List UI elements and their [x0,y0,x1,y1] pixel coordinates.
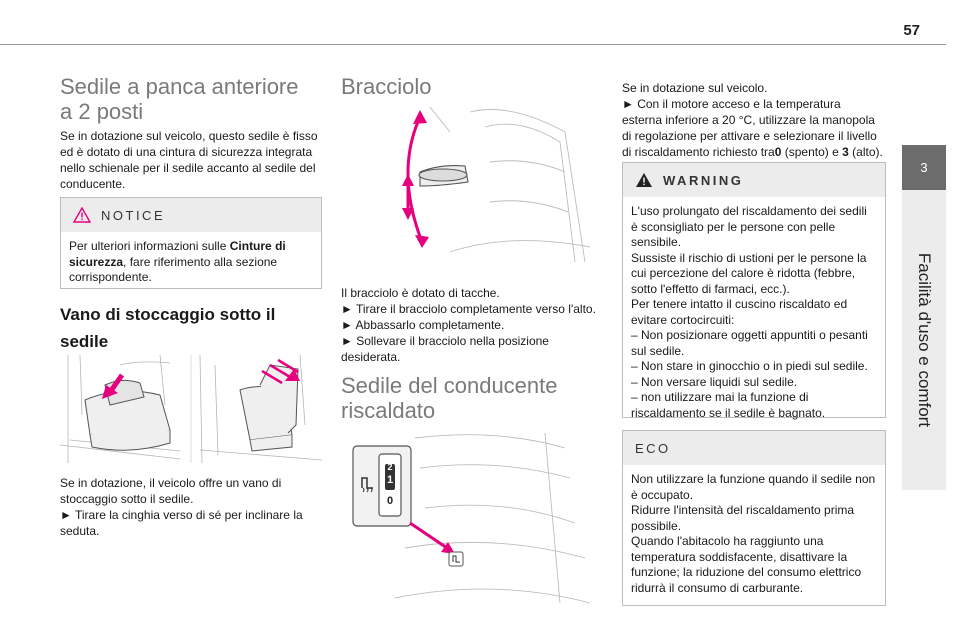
armrest-illustration [390,102,595,268]
notice-text: , fare riferimento alla sezione [123,254,278,269]
heated-text-line: (spento) e [781,145,843,159]
eco-text-line: temperatura soddisfacente, disattivare la [631,549,848,564]
notice-triangle-icon [73,207,91,223]
eco-heading: ECO [635,440,671,456]
warning-text-line: evitare cortocircuiti: [631,312,735,327]
storage-text [60,475,322,539]
warning-heading: WARNING [663,172,744,188]
storage-illustration [60,355,322,463]
heated-level-off: 0 [774,145,782,159]
eco-text-line: Quando l'abitacolo ha raggiunto una [631,534,824,548]
notice-box [60,197,322,289]
warning-text-line: cui percezione del calore è ridotta (febbre, [631,266,856,280]
armrest-text-line: ► Abbassarlo completamente. [341,318,505,332]
warning-text-line: L'uso prolungato del riscaldamento dei sedili [631,204,867,218]
warning-text-line: – Non posizionare oggetti appuntiti o pesanti [631,328,868,342]
heading-storage [60,304,322,353]
notice-box-header [61,198,321,232]
dial-label-1: 1 [386,474,394,486]
bench-text-line: ed è dotato di una cintura di sicurezza integrata [60,145,313,159]
notice-bold-link: Cinture di [229,239,286,253]
chapter-tab[interactable]: 3 [902,145,946,190]
eco-text-line: è occupato. [631,487,694,502]
warning-box [622,162,886,418]
warning-box-header [623,163,885,197]
warning-triangle-icon [635,172,653,188]
heading-heated [341,373,603,423]
eco-box-header [623,431,885,465]
notice-heading: NOTICE [101,207,166,223]
warning-text-line: – Non versare liquidi sul sedile. [631,374,798,389]
bench-text-line: Se in dotazione sul veicolo, questo sedile è fisso [60,129,318,143]
heated-text-line: Se in dotazione sul veicolo. [622,81,768,95]
storage-text-line: seduta. [60,524,100,538]
heading-storage-line2: sedile [60,332,109,351]
header-rule [0,44,946,45]
notice-text: Per ulteriori informazioni sulle [69,239,230,253]
page-number: 57 [903,22,920,39]
notice-bold-link: sicurezza [69,254,124,269]
armrest-text-line: ► Tirare il bracciolo completamente verso l'alto. [341,302,596,316]
notice-text: corrispondente. [69,270,152,284]
eco-body [623,465,885,604]
chapter-title-text: Facilità d'uso e comfort [915,252,935,428]
eco-box [622,430,886,606]
armrest-text-line: desiderata. [341,350,401,364]
heated-level-high: 3 [842,145,849,159]
warning-text-line: – non utilizzare mai la funzione di [631,390,809,404]
warning-text-line: sensibile. [631,235,682,249]
warning-text-line: sul sedile. [631,343,685,358]
storage-text-line: Se in dotazione, il veicolo offre un vano di [60,476,282,490]
dial-label-2: 2 [387,462,393,472]
heading-armrest: Bracciolo [341,74,432,99]
heading-bench-line2: a 2 posti [60,99,144,124]
armrest-text [341,285,603,365]
heated-text-line: (alto). [848,145,883,159]
warning-text-line: sotto l'effetto di farmaci, ecc.). [631,281,790,296]
eco-text-line: Non utilizzare la funzione quando il sedile non [631,472,876,486]
heated-text-line: ► Con il motore acceso e la temperatura [622,97,841,111]
bench-text-line: conducente. [60,177,126,191]
eco-text-line: funzione; la riduzione del consumo elettrico [631,565,862,579]
storage-text-line: ► Tirare la cinghia verso di sé per inclinare la [60,508,303,522]
heading-heated-line2: riscaldato [341,398,436,423]
eco-text-line: ridurrà il consumo di carburante. [631,580,804,595]
warning-text-line: riscaldamento se il sedile è bagnato. [631,405,826,420]
warning-text-line: è sconsigliato per le persone con pelle [631,219,836,234]
bench-text [60,128,322,192]
dial-label-0: 0 [386,495,394,507]
warning-body [623,197,885,429]
notice-body [61,232,321,294]
heading-heated-line1: Sedile del conducente [341,373,558,398]
heated-text-line: di riscaldamento richiesto tra [622,145,775,159]
armrest-text-line: Il bracciolo è dotato di tacche. [341,286,500,300]
heading-bench [60,74,322,124]
heated-text-line: di regolazione per attivare e selezionare il livello [622,129,877,143]
chapter-title [902,190,946,490]
heated-seat-illustration [345,428,595,608]
heading-bench-line1: Sedile a panca anteriore [60,74,299,99]
heading-storage-line1: Vano di stoccaggio sotto il [60,305,276,324]
bench-text-line: nello schienale per il sedile accanto al sedile del [60,161,316,175]
storage-text-line: stoccaggio sotto il sedile. [60,492,194,506]
warning-text-line: – Non stare in ginocchio o in piedi sul sedile. [631,359,868,373]
heated-text [622,80,886,160]
armrest-text-line: ► Sollevare il bracciolo nella posizione [341,334,549,348]
warning-text-line: Sussiste il rischio di ustioni per le persone la [631,250,867,265]
eco-text-line: Ridurre l'intensità del riscaldamento prima [631,503,855,517]
eco-text-line: possibile. [631,518,682,533]
heated-text-line: esterna inferiore a 20 °C, utilizzare la manopola [622,113,875,127]
warning-text-line: Per tenere intatto il cuscino riscaldato ed [631,297,848,311]
